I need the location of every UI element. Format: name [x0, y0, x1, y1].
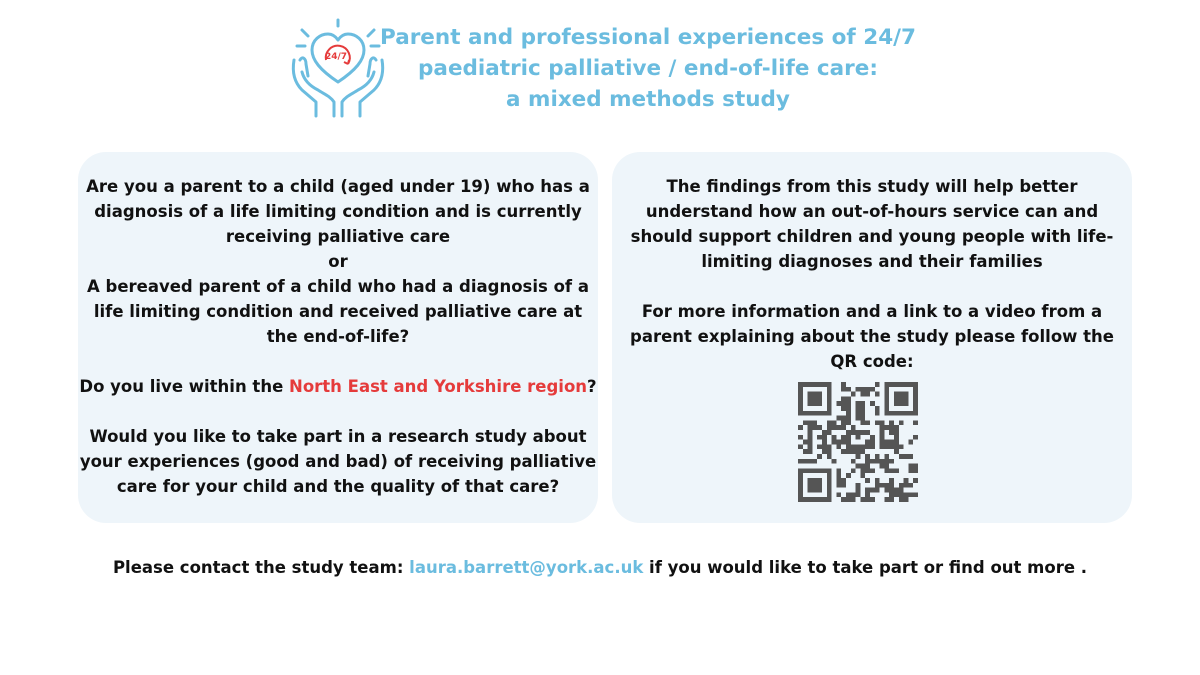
- eligibility-line-3: receiving palliative care: [225, 227, 451, 246]
- info-line-2: parent explaining about the study please follow the: [630, 327, 1114, 346]
- study-question-line-1: Would you like to take part in a research study about: [89, 427, 587, 446]
- title-line-1: Parent and professional experiences of 24/7: [380, 25, 916, 50]
- findings-line-4: limiting diagnoses and their families: [701, 252, 1043, 271]
- region-name: North East and Yorkshire region: [289, 377, 588, 396]
- study-question-line-2: your experiences (good and bad) of receiving palliative: [79, 452, 597, 471]
- contact-suffix: if you would like to take part or find out more .: [643, 558, 1088, 577]
- qr-code-icon[interactable]: [798, 382, 918, 502]
- title-line-3: a mixed methods study: [506, 87, 790, 112]
- info-line-1: For more information and a link to a video from a: [641, 302, 1103, 321]
- region-question-prefix: Do you live within the: [79, 377, 290, 396]
- findings-text: [612, 174, 1132, 374]
- page-title: [380, 22, 916, 115]
- eligibility-or: or: [328, 252, 348, 271]
- findings-line-3: should support children and young people with life-: [630, 227, 1114, 246]
- eligibility-line-5: A bereaved parent of a child who had a diagnosis of a: [87, 277, 589, 296]
- logo-badge-text: 24/7: [324, 52, 348, 62]
- eligibility-line-7: the end-of-life?: [266, 327, 410, 346]
- title-line-2: paediatric palliative / end-of-life care:: [418, 56, 878, 81]
- hands-holding-heart-icon: [286, 16, 390, 120]
- contact-email-link[interactable]: laura.barrett@york.ac.uk: [409, 558, 644, 577]
- header: [0, 14, 1200, 124]
- findings-line-2: understand how an out-of-hours service can and: [645, 202, 1099, 221]
- eligibility-panel: [78, 152, 598, 523]
- contact-prefix: Please contact the study team:: [112, 558, 410, 577]
- info-line-3: QR code:: [830, 352, 914, 371]
- eligibility-line-6: life limiting condition and received palliative care at: [93, 302, 583, 321]
- eligibility-line-2: diagnosis of a life limiting condition and is currently: [94, 202, 582, 221]
- eligibility-text: [78, 174, 598, 499]
- study-question-line-3: care for your child and the quality of that care?: [116, 477, 560, 496]
- findings-panel: [612, 152, 1132, 523]
- region-question: [78, 374, 598, 399]
- eligibility-line-1: Are you a parent to a child (aged under 19) who has a: [86, 177, 590, 196]
- contact-line: [0, 555, 1200, 580]
- region-question-suffix: ?: [587, 377, 597, 396]
- findings-line-1: The findings from this study will help better: [666, 177, 1078, 196]
